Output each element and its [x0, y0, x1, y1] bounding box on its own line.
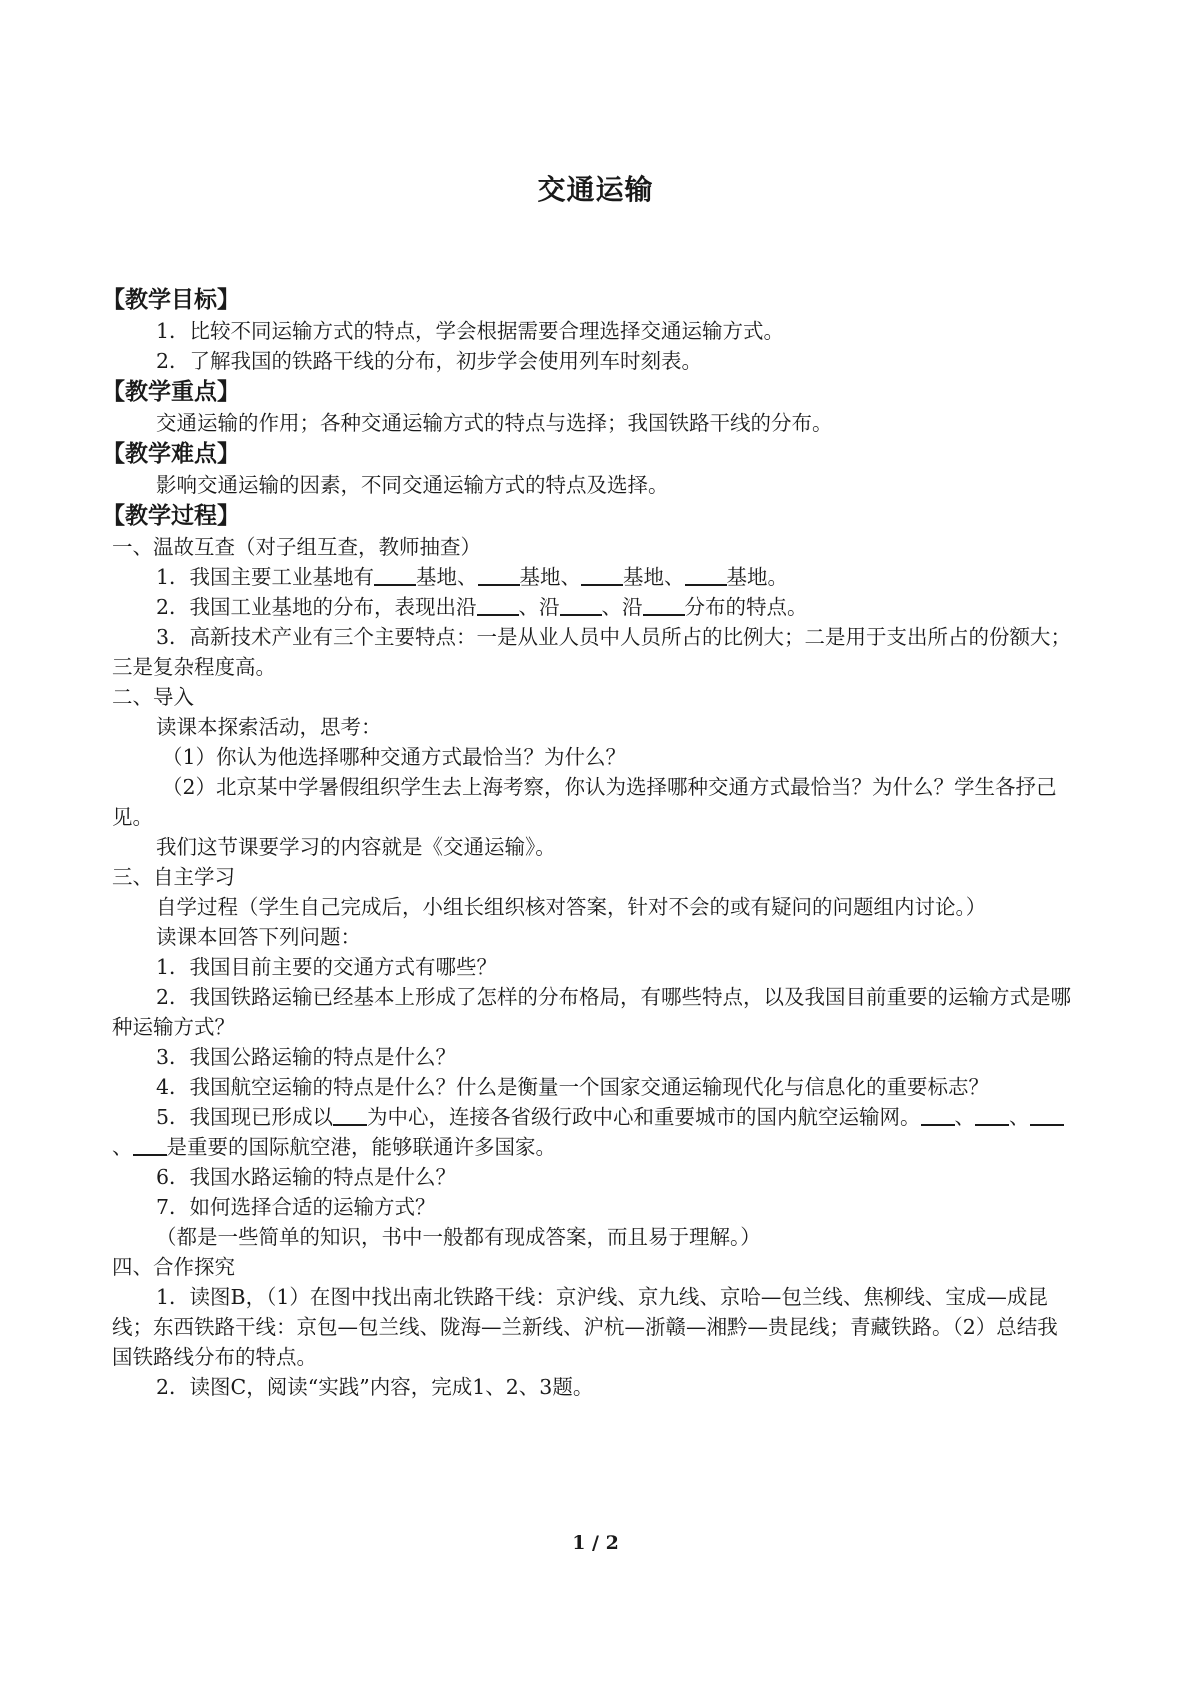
self-study-question-5: 5．我国现已形成以 为中心，连接各省级行政中心和重要城市的国内航空运输网。 、 、、 是重要的国际航空港，能够联通许多国家。 [112, 1102, 1078, 1162]
section-title-self-study: 三、自主学习 [112, 865, 235, 889]
objectives-heading: 【教学目标】 [102, 287, 240, 313]
self-study-line: 4．我国航空运输的特点是什么？什么是衡量一个国家交通运输现代化与信息化的重要标志？ [156, 1075, 990, 1099]
self-study-note: （都是一些简单的知识，书中一般都有现成答案，而且易于理解。） [156, 1225, 761, 1249]
fill-blank[interactable] [643, 592, 685, 616]
fill-blank[interactable] [921, 1102, 955, 1126]
self-study-line: 3．我国公路运输的特点是什么？ [156, 1045, 457, 1069]
objective-item: 2．了解我国的铁路干线的分布，初步学会使用列车时刻表。 [156, 349, 703, 373]
fill-blank[interactable] [1030, 1102, 1064, 1126]
fill-blank[interactable] [560, 592, 602, 616]
intro-line: 我们这节课要学习的内容就是《交通运输》。 [156, 835, 556, 859]
page-title: 交通运输 [537, 173, 654, 206]
intro-line: （1）你认为他选择哪种交通方式最恰当？为什么？ [162, 745, 627, 769]
objective-item: 1．比较不同运输方式的特点，学会根据需要合理选择交通运输方式。 [156, 319, 785, 343]
fill-blank[interactable] [477, 592, 519, 616]
fill-blank[interactable] [333, 1102, 367, 1126]
fill-blank[interactable] [374, 562, 416, 586]
section-title-intro: 二、导入 [112, 685, 194, 709]
review-question-3: 3．高新技术产业有三个主要特点：一是从业人员中人员所占的比例大；二是用于支出所占的份额大；三是复杂程度高。 [112, 625, 1072, 679]
self-study-line: 1．我国目前主要的交通方式有哪些？ [156, 955, 498, 979]
fill-blank[interactable] [478, 562, 520, 586]
fill-blank[interactable] [975, 1102, 1009, 1126]
intro-line: （2）北京某中学暑假组织学生去上海考察，你认为选择哪种交通方式最恰当？为什么？学生各抒己见。 [112, 775, 1057, 829]
review-question-1: 1．我国主要工业基地有 基地、 基地、 基地、 基地。 [112, 562, 1078, 592]
self-study-line: 自学过程（学生自己完成后，小组长组织核对答案，针对不会的或有疑问的问题组内讨论。） [156, 895, 987, 919]
self-study-line: 6．我国水路运输的特点是什么？ [156, 1165, 457, 1189]
key-points-text: 交通运输的作用；各种交通运输方式的特点与选择；我国铁路干线的分布。 [156, 411, 833, 435]
self-study-line: 7．如何选择合适的运输方式？ [156, 1195, 436, 1219]
self-study-line: 读课本回答下列问题： [156, 925, 361, 949]
process-heading: 【教学过程】 [102, 503, 240, 529]
difficulties-heading: 【教学难点】 [102, 441, 240, 467]
cooperation-line: 1．读图B，（1）在图中找出南北铁路干线：京沪线、京九线、京哈—包兰线、焦柳线、宝成—成昆线；东西铁路干线：京包—包兰线、陇海—兰新线、沪杭—浙赣—湘黔—贵昆线；青藏铁路。（2）总结我国铁路线分布的特点。 [112, 1285, 1058, 1369]
section-title-review: 一、温故互查（对子组互查，教师抽查） [112, 535, 481, 559]
fill-blank[interactable] [685, 562, 727, 586]
self-study-line: 2．我国铁路运输已经基本上形成了怎样的分布格局，有哪些特点，以及我国目前重要的运输方式是哪种运输方式？ [112, 985, 1072, 1039]
fill-blank[interactable] [581, 562, 623, 586]
difficulties-text: 影响交通运输的因素，不同交通运输方式的特点及选择。 [156, 473, 669, 497]
fill-blank[interactable] [133, 1132, 167, 1156]
page-number: 1 / 2 [572, 1532, 619, 1554]
cooperation-line: 2．读图C，阅读“实践”内容，完成1、2、3题。 [156, 1375, 594, 1399]
review-question-2: 2．我国工业基地的分布，表现出沿 、沿 、沿 分布的特点。 [112, 592, 1078, 622]
document-body [102, 284, 1078, 1402]
intro-line: 读课本探索活动，思考： [156, 715, 382, 739]
key-points-heading: 【教学重点】 [102, 379, 240, 405]
section-title-cooperation: 四、合作探究 [112, 1255, 235, 1279]
